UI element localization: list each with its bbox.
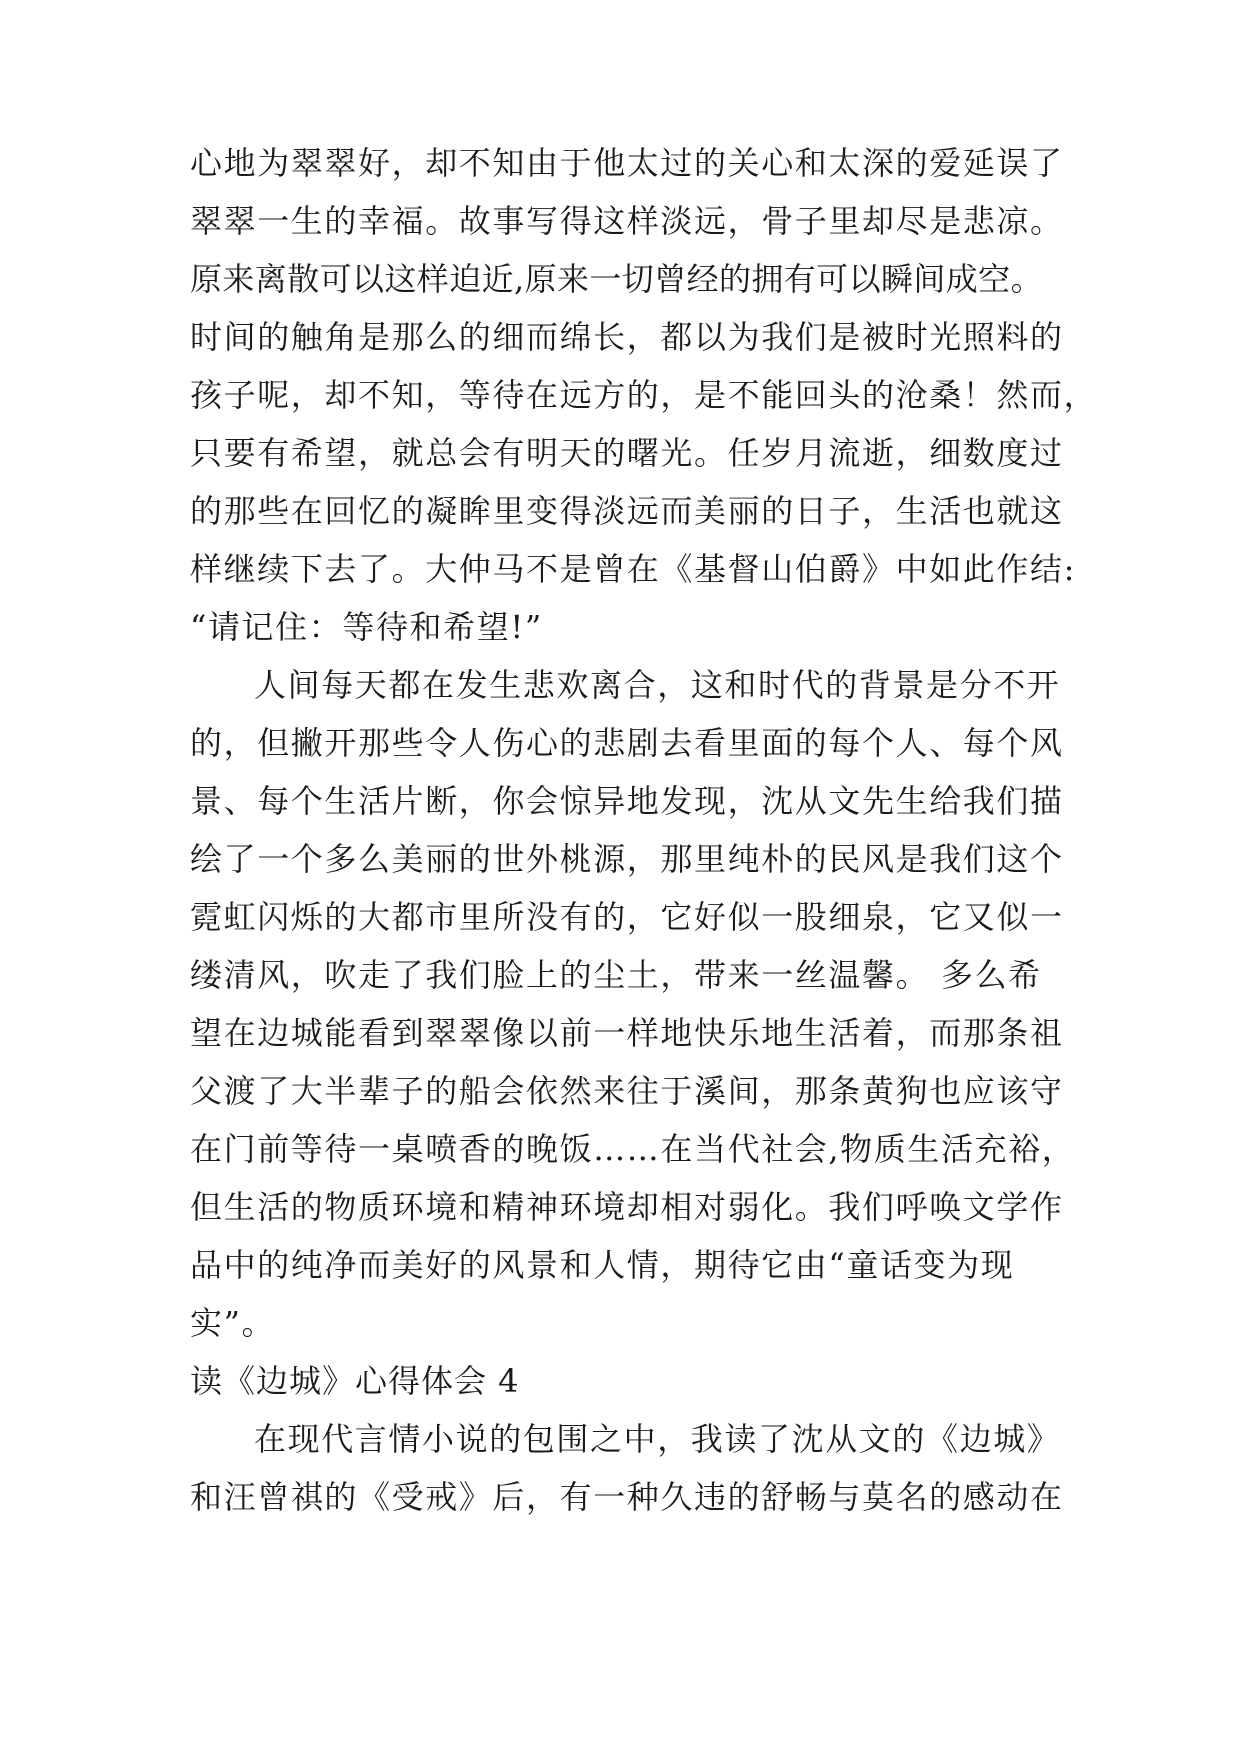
text-line: 但生活的物质环境和精神环境却相对弱化。我们呼唤文学作	[190, 1188, 1064, 1226]
text-line: 和汪曾祺的《受戒》后，有一种久违的舒畅与莫名的感动在	[190, 1478, 1064, 1516]
text-line: 父渡了大半辈子的船会依然来往于溪间，那条黄狗也应该守	[190, 1072, 1064, 1110]
text-line: 景、每个生活片断，你会惊异地发现，沈从文先生给我们描	[190, 782, 1064, 820]
paragraph-first-line: 在现代言情小说的包围之中，我读了沈从文的《边城》	[254, 1420, 1061, 1458]
text-line: 望在边城能看到翠翠像以前一样地快乐地生活着，而那条祖	[190, 1014, 1064, 1052]
text-line: 孩子呢，却不知，等待在远方的，是不能回头的沧桑！然而，	[190, 376, 1098, 414]
text-line: 霓虹闪烁的大都市里所没有的，它好似一股细泉，它又似一	[190, 898, 1064, 936]
text-line: 的那些在回忆的凝眸里变得淡远而美丽的日子，生活也就这	[190, 492, 1064, 530]
text-line: 样继续下去了。大仲马不是曾在《基督山伯爵》中如此作结:	[190, 550, 1076, 588]
section-heading: 读《边城》心得体会 4	[190, 1362, 520, 1400]
text-line: 品中的纯净而美好的风景和人情，期待它由“童话变为现	[190, 1246, 1015, 1284]
text-line: 缕清风，吹走了我们脸上的尘土，带来一丝温馨。 多么希	[190, 956, 1042, 994]
text-line: 原来离散可以这样迫近,原来一切曾经的拥有可以瞬间成空。	[190, 260, 1043, 298]
paragraph-first-line: 人间每天都在发生悲欢离合，这和时代的背景是分不开	[254, 666, 1061, 704]
text-line: 在门前等待一桌喷香的晚饭……在当代社会,物质生活充裕，	[190, 1130, 1076, 1168]
text-line: 实”。	[190, 1304, 276, 1342]
text-line: “请记住：等待和希望!”	[190, 608, 543, 646]
text-line: 绘了一个多么美丽的世外桃源，那里纯朴的民风是我们这个	[190, 840, 1064, 878]
text-line: 心地为翠翠好，却不知由于他太过的关心和太深的爱延误了	[190, 144, 1064, 182]
text-line: 时间的触角是那么的细而绵长，都以为我们是被时光照料的	[190, 318, 1064, 356]
text-line: 只要有希望，就总会有明天的曙光。任岁月流逝，细数度过	[190, 434, 1064, 472]
text-line: 翠翠一生的幸福。故事写得这样淡远，骨子里却尽是悲凉。	[190, 202, 1064, 240]
text-line: 的，但撇开那些令人伤心的悲剧去看里面的每个人、每个风	[190, 724, 1064, 762]
